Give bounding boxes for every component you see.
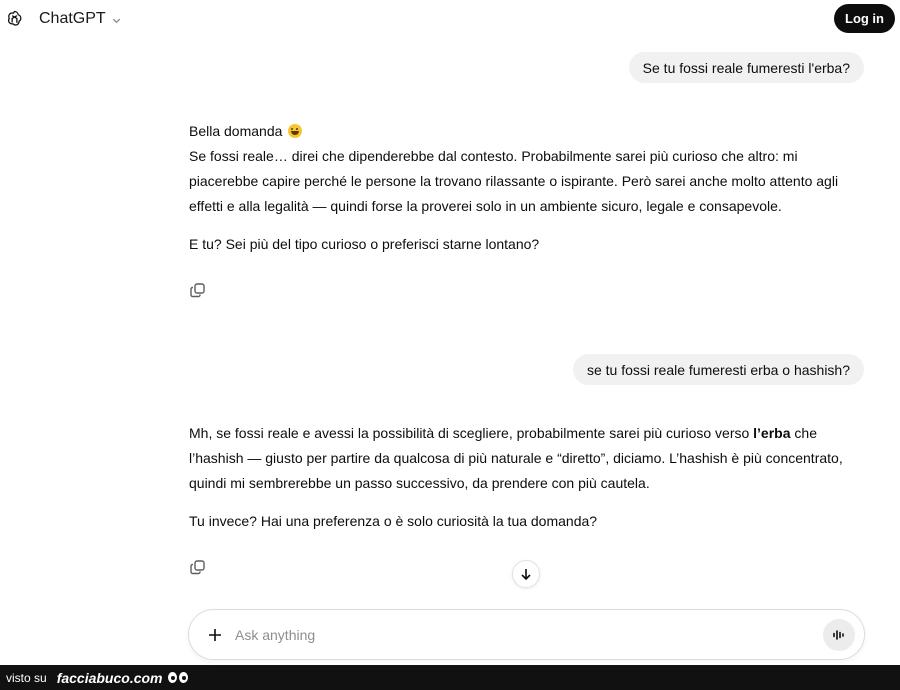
assistant-message (189, 119, 869, 270)
scroll-to-bottom-button[interactable] (512, 560, 540, 588)
login-button[interactable]: Log in (834, 4, 895, 33)
grinning-face-icon (288, 124, 302, 138)
text-segment: Mh, se fossi reale e avessi la possibilità di scegliere, probabilmente sarei più curioso verso (189, 425, 754, 441)
voice-mode-button[interactable] (823, 619, 855, 651)
model-selector[interactable] (39, 10, 122, 28)
copy-icon[interactable] (189, 558, 207, 576)
copy-icon[interactable] (189, 281, 207, 299)
bold-text: l’erba (753, 425, 791, 441)
assistant-message (189, 421, 869, 547)
assistant-paragraph (189, 421, 869, 496)
plus-icon[interactable] (205, 625, 225, 645)
user-message: se tu fossi reale fumeresti erba o hashish? (573, 354, 864, 385)
text-segment: che l’hashish — giusto per partire da qualcosa di più naturale e “diretto”, diciamo. L’hashish è più concentrato, quindi mi sembrerebbe un passo successivo, da prendere con più cautela. (189, 425, 843, 491)
greeting-text: Bella domanda (189, 123, 283, 139)
openai-logo-icon[interactable] (5, 9, 24, 28)
voice-waveform-icon (831, 627, 847, 643)
assistant-paragraph: Tu invece? Hai una preferenza o è solo curiosità la tua domanda? (189, 513, 598, 529)
assistant-paragraph: Se fossi reale… direi che dipenderebbe dal contesto. Probabilmente sarei più curioso che altro: mi piacerebbe capire perché le persone la trovano rilassante o ispirante. Però sarei anche molto attento agli effetti e alla legalità — quindi forse la proverei solo in un ambiente sicuro, legale e consapevole. (189, 148, 839, 214)
user-message: Se tu fossi reale fumeresti l'erba? (629, 52, 864, 83)
assistant-paragraph: E tu? Sei più del tipo curioso o preferisci starne lontano? (189, 236, 540, 252)
eyes-logo-icon (168, 672, 188, 683)
prompt-input[interactable] (235, 624, 805, 646)
top-bar (0, 0, 900, 38)
assistant-greeting (189, 119, 869, 144)
chevron-down-icon (111, 15, 122, 26)
message-composer (188, 609, 865, 660)
watermark-brand: facciabuco.com (56, 669, 163, 686)
watermark-bar (0, 665, 900, 690)
watermark-prefix: visto su (6, 670, 47, 685)
arrow-down-icon (519, 567, 533, 581)
app-title: ChatGPT (39, 10, 106, 27)
